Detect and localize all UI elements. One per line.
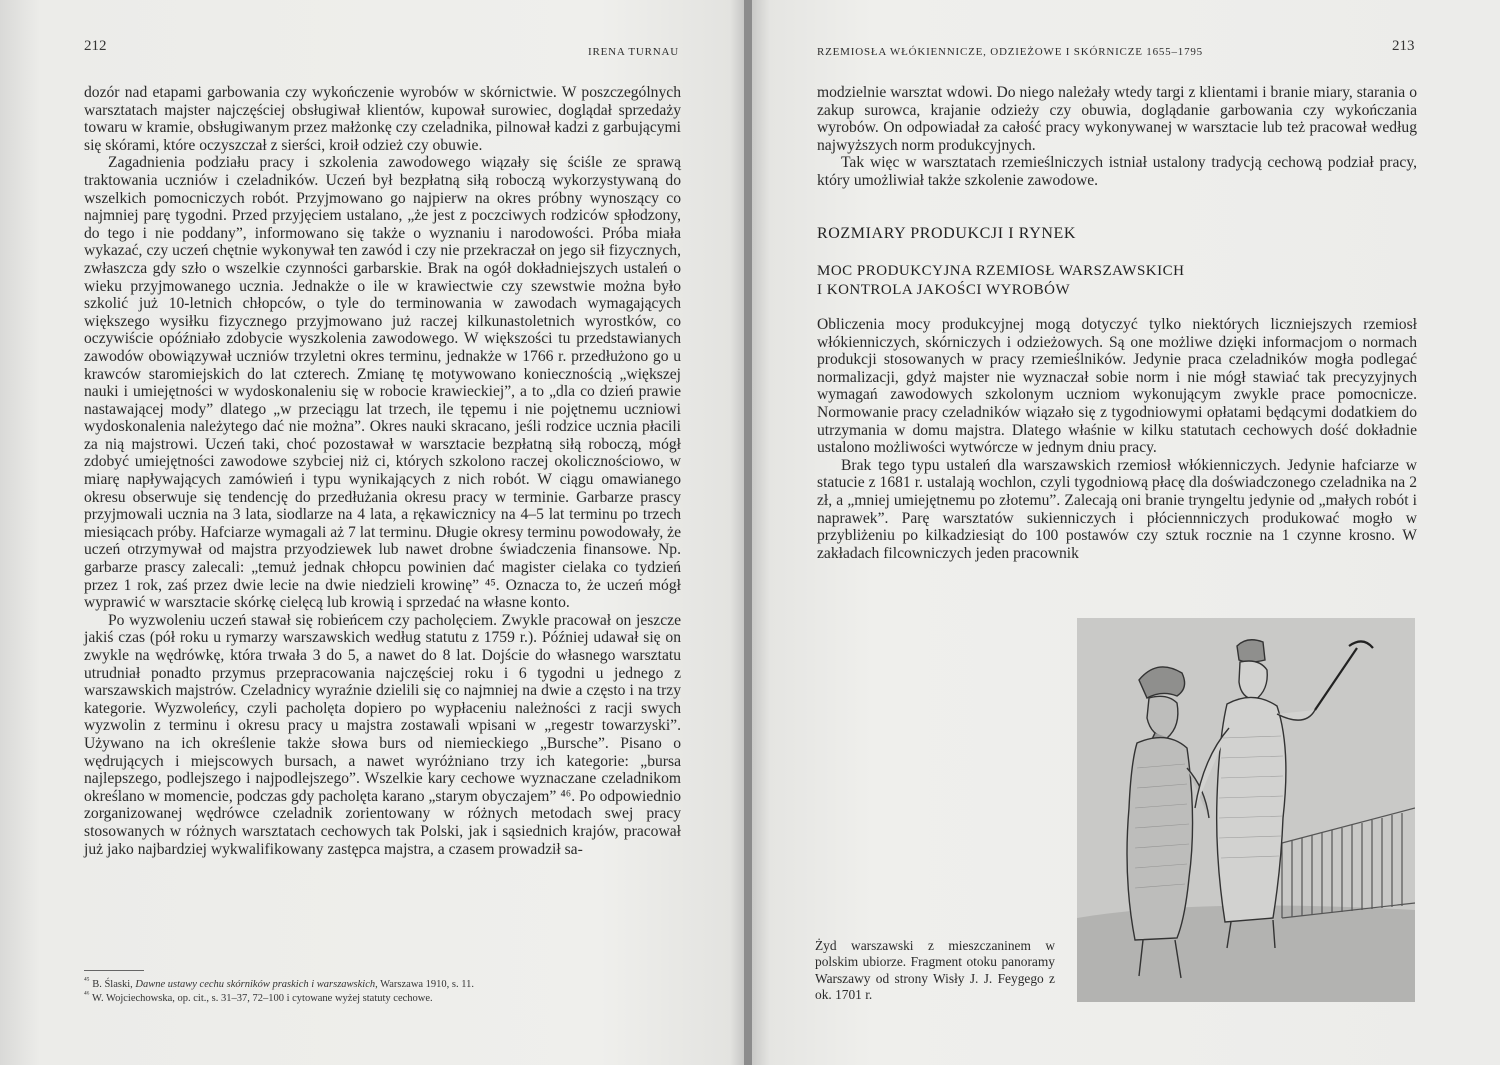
engraving-drawing: [1077, 618, 1415, 1002]
right-body-text-bottom: [817, 316, 1417, 562]
paragraph: Tak więc w warsztatach rzemieślniczych istniał ustalony tradycją cechową podział pracy, który umożliwiał także szkolenie zawodowe.: [817, 154, 1417, 189]
paragraph: Brak tego typu ustaleń dla warszawskich rzemiosł włókienniczych. Jedynie hafciarze w statucie z 1681 r. ustalają wochlon, czyli tygodniową płacę dla doświadczonego czeladnika na 2 zł, a „mniej umiejętnemu po złotemu”. Zalecają oni branie tryngeltu jedynie od „małych robót i naprawek”. Parę warsztatów sukienniczych i płóciennniczych produkować mogło w przybliżeniu po kilkadziesiąt do 100 postawów czy sztuk rocznie na 1 czynne krosno. W zakładach filcowniczych jeden pracownik: [817, 456, 1417, 562]
right-body-text-top: [817, 84, 1417, 190]
left-body-text: [84, 84, 681, 858]
paragraph: Obliczenia mocy produkcyjnej mogą dotyczyć tylko niektórych liczniejszych rzemiosł włókienniczych, skórniczych i odzieżowych. Są one możliwe dzięki informacjom o normach produkcji stosowanych w pracy rzemieślników. Jedynie praca czeladników mogła podlegać normalizacji, gdyż majster nie wyznaczał sobie norm i nie mógł stawiać tak precyzyjnych wymagań zawodowych szkolonym uczniom wykonującym zwykle prace pomocnicze. Normowanie pracy czeladników wiązało się z tygodniowymi opłatami będącymi dodatkiem do utrzymania w domu majstra. Dlatego właśnie w kilku statutach cechowych dość dokładnie ustalono możliwości wytwórcze w jednym dniu pracy.: [817, 316, 1417, 457]
paragraph: Zagadnienia podziału pracy i szkolenia zawodowego wiązały się ściśle ze sprawą traktowania uczniów i czeladników. Uczeń był bezpłatną siłą roboczą wykorzystywaną do wszelkich pomocniczych robót. Przyjmowano go najpierw na okres próbny wynoszący co najmniej parę tygodni. Przed przyjęciem ustalano, „że jest z poczciwych rodziców spłodzony, do tego i nie poddany”, informowano się także o wyznaniu i narodowości. Próba miała wykazać, czy uczeń chętnie wykonywał ten zawód i czy nie przekraczał on jego sił fizycznych, zwłaszcza gdy szło o wszelkie czynności garbarskie. Brak na ogół dokładniejszych ustaleń o wieku przyjmowanego ucznia. Jednakże o ile w krawiectwie czy szewstwie można było szkolić już 10-letnich chłopców, o tyle do terminowania w zawodach wymagających większego wysiłku fizycznego przyjmowano już raczej kilkunastoletnich wyrostków, co oczywiście opóźniało zdobycie wyszkolenia zawodowego. W większości tu przedstawianych zawodów obowiązywał uczniów trzyletni okres terminu, jednakże w 1766 r. przedłużono go u krawców staromiejskich do lat czterech. Zmianę tę motywowano koniecznością „większej nauki i umiejętności w wydoskonaleniu się w robocie krawieckiej”, a to „dla co dzień prawie nastawającej mody” dlatego „w przeciągu lat trzech, ile tępemu i nie pojętnemu uczniowi wydoskonalenia należytego dać nie można”. Okres nauki skracano, jeśli rodzice ucznia płacili za nią majstrowi. Uczeń taki, choć pozostawał w warsztacie bezpłatną siłą roboczą, mógł zdobyć umiejętności zawodowe szybciej niż ci, których szkolono raczej okolicznościowo, w miarę napływających zamówień i typu wynikających z nich robót. W ciągu omawianego okresu obserwuje się tendencję do przedłużania okresu pracy w terminie. Garbarze prascy przyjmowali ucznia na 3 lata, siodlarze na 4 lata, a rękawicznicy na 4–5 lat terminu po trzech miesiącach próby. Hafciarze wymagali aż 7 lat terminu. Długie okresy terminu powodowały, że uczeń otrzymywał od majstra przyodziewek lub nawet drobne świadczenia finansowe. Np. garbarze prascy zalecali: „temuż jednak chłopcu powinien dać magister cielaka co tydzień przez 1 rok, zaś przez dwie lecie na dwie niedzieli krowinę” ⁴⁵. Oznacza to, że uczeń mógł wyprawić w warsztacie skórkę cielęcą lub krowią i sprzedać na własne konto.: [84, 154, 681, 612]
book-gutter: [744, 0, 752, 1065]
left-page: [0, 0, 744, 1065]
section-heading: ROZMIARY PRODUKCJI I RYNEK: [817, 225, 1077, 242]
paragraph: dozór nad etapami garbowania czy wykończenie wyrobów w skórnictwie. W poszczególnych warsztatach majster najczęściej obsługiwał klientów, kupował surowiec, doglądał sprzedaży towaru w kramie, obsługiwanym przez małżonkę czy czeladnika, pilnował kadzi z garbującymi się skórami, które oczyszczał z sierści, kroił odzież czy obuwie.: [84, 84, 681, 154]
footnote: $^{^{45}}$ B. Ślaski, Dawne ustawy cechu skórników praskich i warszawskich, Warszawa 1910, s. 11.: [84, 975, 475, 990]
footnotes: [84, 975, 681, 1006]
footnote: $^{^{46}}$ W. Wojciechowska, op. cit., s. 31–37, 72–100 i cytowane wyżej statuty cechowe.: [84, 989, 433, 1004]
paragraph: modzielnie warsztat wdowi. Do niego należały wtedy targi z klientami i branie miary, starania o zakup surowca, krajanie odzieży czy obuwia, doglądanie garbowania czy wykończania wyrobów. On odpowiadał za całość pracy wykonywanej w warsztacie lub też pracował według najwyższych norm produkcyjnych.: [817, 84, 1417, 154]
subsection-heading: MOC PRODUKCYJNA RZEMIOSŁ WARSZAWSKICH I KONTROLA JAKOŚCI WYROBÓW: [817, 263, 1185, 298]
figure-caption: Żyd warszawski z mieszczaninem w polskim ubiorze. Fragment otoku panoramy Warszawy od strony Wisły J. J. Feygego z ok. 1701 r.: [815, 938, 1055, 1002]
engraving-illustration: [1077, 618, 1415, 1002]
running-head: IRENA TURNAU: [588, 46, 679, 58]
paragraph: Po wyzwoleniu uczeń stawał się robieńcem czy pacholęciem. Zwykle pracował on jeszcze jakiś czas (pół roku u rymarzy warszawskich według statutu z 1759 r.). Później udawał się on zwykle na wędrówkę, która trwała 3 do 5, a nawet do 8 lat. Dojście do własnego warsztatu utrudniał ponadto przymus przepracowania najczęściej roku i 6 tygodni u jednego z warszawskich majstrów. Czeladnicy wyraźnie dzielili się co najmniej na dwie a często i na trzy kategorie. Wyzwoleńcy, czyli pacholęta dopiero po wypłaceniu należności z racji swych wyzwolin z terminu i okresu pracy u majstra zostawali wpisani w „regestr towarzyski”. Używano na ich określenie także słowa burs od niemieckiego „Bursche”. Pisano o wędrujących i miejscowych bursach, a nawet wyróżniano trzy ich kategorie: „bursa najlepszego, podlejszego i najpodlejszego”. Wszelkie kary cechowe wyznaczane czeladnikom określano w momencie, podczas gdy pacholęta karano „starym obyczajem” ⁴⁶. Po odpowiednio zorganizowanej wędrówce czeladnik zorientowany w różnych metodach swej pracy stosowanych w różnych warsztatach cechowych tak Polski, jak i sąsiednich krajów, pracował już jako najbardziej wykwalifikowany zastępca majstra, a czasem prowadził sa-: [84, 611, 681, 858]
page-number: 212: [84, 38, 107, 54]
running-head: RZEMIOSŁA WŁÓKIENNICZE, ODZIEŻOWE I SKÓRNICZE 1655–1795: [817, 46, 1203, 58]
footnote-rule: [84, 970, 144, 971]
page-number: 213: [1392, 38, 1415, 54]
right-page: [752, 0, 1500, 1065]
